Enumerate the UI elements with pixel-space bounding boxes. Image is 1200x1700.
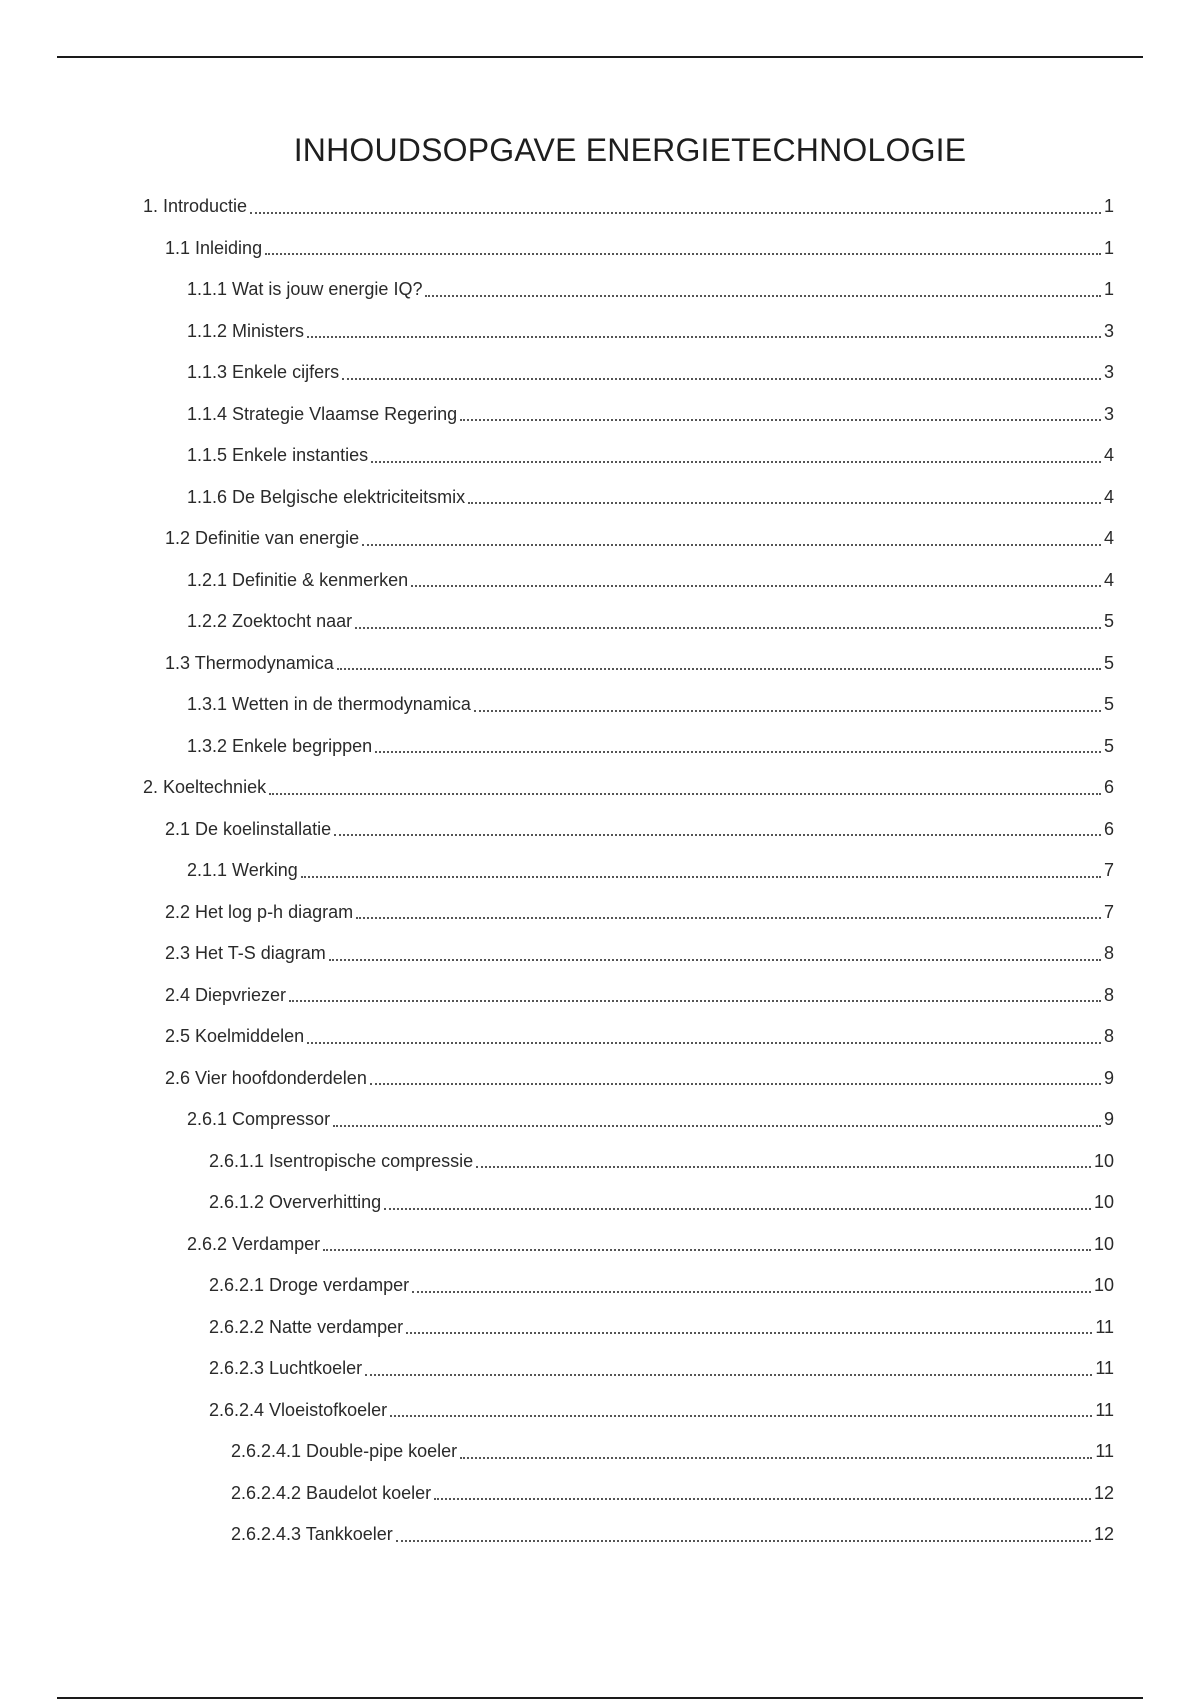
toc-entry[interactable] <box>0 809 1200 851</box>
toc-entry[interactable] <box>0 228 1200 270</box>
toc-entry-label: 2.4 Diepvriezer <box>165 984 287 1005</box>
toc-entry-label: 1.1.6 De Belgische elektriciteitsmix <box>187 486 466 507</box>
dot-leader <box>370 1065 1101 1085</box>
dot-leader <box>356 899 1101 919</box>
toc-entry-label: 1.3 Thermodynamica <box>165 652 334 673</box>
toc-entry[interactable] <box>0 1182 1200 1224</box>
dot-leader <box>334 816 1101 836</box>
dot-leader <box>269 775 1101 795</box>
toc-entry-page-number: 7 <box>1103 860 1114 881</box>
toc-entry-page-number: 6 <box>1103 818 1114 839</box>
dot-leader <box>365 1356 1092 1376</box>
toc-entry-page-number: 4 <box>1103 486 1114 507</box>
dot-leader <box>384 1190 1091 1210</box>
toc-entry[interactable] <box>0 1473 1200 1515</box>
toc-entry-page-number: 9 <box>1103 1109 1114 1130</box>
toc-entry-label: 2.6.2.4 Vloeistofkoeler <box>209 1399 388 1420</box>
dot-leader <box>250 194 1101 214</box>
toc-entry[interactable] <box>0 1058 1200 1100</box>
toc-entry-label: 2.6.2.4.1 Double-pipe koeler <box>231 1441 458 1462</box>
toc-entry-page-number: 12 <box>1093 1524 1114 1545</box>
toc-entry-label: 2.6.2.1 Droge verdamper <box>209 1275 410 1296</box>
toc-entry[interactable] <box>0 186 1200 228</box>
toc-entry-page-number: 11 <box>1095 1441 1114 1462</box>
toc-entry[interactable] <box>0 726 1200 768</box>
toc-entry-label: 2.2 Het log p-h diagram <box>165 901 354 922</box>
toc-entry[interactable] <box>0 1099 1200 1141</box>
toc-entry[interactable] <box>0 1390 1200 1432</box>
dot-leader <box>301 858 1101 878</box>
toc-entry-page-number: 6 <box>1103 777 1114 798</box>
toc-entry-label: 1.1.2 Ministers <box>187 320 305 341</box>
toc-entry-label: 1.1.1 Wat is jouw energie IQ? <box>187 279 423 300</box>
dot-leader <box>396 1522 1091 1542</box>
dot-leader <box>375 733 1101 753</box>
dot-leader <box>371 443 1101 463</box>
toc-entry-page-number: 3 <box>1103 403 1114 424</box>
dot-leader <box>329 941 1101 961</box>
toc-entry[interactable] <box>0 767 1200 809</box>
toc-entry-page-number: 11 <box>1095 1316 1114 1337</box>
toc-entry[interactable] <box>0 435 1200 477</box>
toc-entry-label: 2.6.2 Verdamper <box>187 1233 321 1254</box>
toc-entry[interactable] <box>0 933 1200 975</box>
dot-leader <box>468 484 1101 504</box>
dot-leader <box>434 1480 1091 1500</box>
toc-entry-label: 1.1.3 Enkele cijfers <box>187 362 340 383</box>
toc-entry-label: 1.3.1 Wetten in de thermodynamica <box>187 694 471 715</box>
toc-entry[interactable] <box>0 975 1200 1017</box>
toc-entry[interactable] <box>0 892 1200 934</box>
dot-leader <box>411 567 1101 587</box>
toc-entry[interactable] <box>0 269 1200 311</box>
toc-entry[interactable] <box>0 850 1200 892</box>
toc-entry-page-number: 12 <box>1093 1482 1114 1503</box>
toc-entry-page-number: 7 <box>1103 901 1114 922</box>
table-of-contents <box>0 186 1200 1556</box>
dot-leader <box>476 1148 1091 1168</box>
toc-entry-label: 1.1.5 Enkele instanties <box>187 445 369 466</box>
dot-leader <box>289 982 1101 1002</box>
toc-entry-page-number: 10 <box>1093 1275 1114 1296</box>
toc-entry[interactable] <box>0 1307 1200 1349</box>
toc-entry-label: 2.6.2.4.3 Tankkoeler <box>231 1524 393 1545</box>
toc-entry[interactable] <box>0 684 1200 726</box>
toc-entry-page-number: 5 <box>1103 694 1114 715</box>
toc-entry-page-number: 8 <box>1103 984 1114 1005</box>
toc-entry-label: 1.3.2 Enkele begrippen <box>187 735 373 756</box>
toc-entry[interactable] <box>0 1016 1200 1058</box>
dot-leader <box>412 1273 1091 1293</box>
toc-entry-label: 2.6 Vier hoofdonderdelen <box>165 1067 367 1088</box>
toc-entry-label: 1.1.4 Strategie Vlaamse Regering <box>187 403 458 424</box>
dot-leader <box>307 318 1101 338</box>
toc-entry-page-number: 10 <box>1093 1192 1114 1213</box>
dot-leader <box>337 650 1101 670</box>
header-rule <box>57 56 1143 58</box>
document-title: INHOUDSOPGAVE ENERGIETECHNOLOGIE <box>293 132 967 168</box>
toc-entry-label: 2.6.2.4.2 Baudelot koeler <box>231 1482 432 1503</box>
toc-entry-label: 1. Introductie <box>143 196 248 217</box>
toc-entry[interactable] <box>0 643 1200 685</box>
dot-leader <box>390 1397 1092 1417</box>
toc-entry-page-number: 1 <box>1103 196 1114 217</box>
toc-entry[interactable] <box>0 1265 1200 1307</box>
dot-leader <box>342 360 1101 380</box>
toc-entry-page-number: 1 <box>1103 279 1114 300</box>
toc-entry[interactable] <box>0 560 1200 602</box>
toc-entry-page-number: 3 <box>1103 320 1114 341</box>
toc-entry-label: 2.3 Het T-S diagram <box>165 943 326 964</box>
toc-entry[interactable] <box>0 1348 1200 1390</box>
dot-leader <box>355 609 1101 629</box>
toc-entry[interactable] <box>0 477 1200 519</box>
footer-rule <box>57 1697 1143 1699</box>
toc-entry-page-number: 8 <box>1103 1026 1114 1047</box>
dot-leader <box>265 235 1101 255</box>
toc-entry-page-number: 5 <box>1103 611 1114 632</box>
toc-entry-page-number: 5 <box>1103 652 1114 673</box>
dot-leader <box>333 1107 1101 1127</box>
toc-entry-page-number: 11 <box>1095 1358 1114 1379</box>
toc-entry-label: 2.6.1 Compressor <box>187 1109 331 1130</box>
toc-entry-page-number: 5 <box>1103 735 1114 756</box>
dot-leader <box>425 277 1101 297</box>
toc-entry[interactable] <box>0 352 1200 394</box>
toc-entry-label: 2.1.1 Werking <box>187 860 298 881</box>
dot-leader <box>307 1024 1101 1044</box>
toc-entry-label: 2.5 Koelmiddelen <box>165 1026 305 1047</box>
toc-entry-page-number: 3 <box>1103 362 1114 383</box>
toc-entry-label: 2.6.2.3 Luchtkoeler <box>209 1358 363 1379</box>
toc-entry-label: 2.6.1.2 Oververhitting <box>209 1192 382 1213</box>
toc-entry-label: 2. Koeltechniek <box>143 777 267 798</box>
toc-entry-label: 1.1 Inleiding <box>165 237 263 258</box>
toc-entry-label: 2.6.2.2 Natte verdamper <box>209 1316 404 1337</box>
dot-leader <box>362 526 1101 546</box>
toc-entry-page-number: 4 <box>1103 528 1114 549</box>
dot-leader <box>460 401 1101 421</box>
toc-entry[interactable] <box>0 1514 1200 1556</box>
toc-entry[interactable] <box>0 518 1200 560</box>
toc-entry[interactable] <box>0 311 1200 353</box>
dot-leader <box>474 692 1101 712</box>
toc-entry-label: 1.2 Definitie van energie <box>165 528 360 549</box>
toc-entry-page-number: 9 <box>1103 1067 1114 1088</box>
toc-entry[interactable] <box>0 1224 1200 1266</box>
toc-entry-page-number: 1 <box>1103 237 1114 258</box>
toc-entry-page-number: 11 <box>1095 1399 1114 1420</box>
dot-leader <box>323 1231 1091 1251</box>
toc-entry[interactable] <box>0 1431 1200 1473</box>
toc-entry-label: 2.6.1.1 Isentropische compressie <box>209 1150 474 1171</box>
dot-leader <box>460 1439 1092 1459</box>
toc-entry[interactable] <box>0 601 1200 643</box>
toc-entry-page-number: 4 <box>1103 445 1114 466</box>
dot-leader <box>406 1314 1092 1334</box>
toc-entry[interactable] <box>0 394 1200 436</box>
toc-entry-label: 1.2.2 Zoektocht naar <box>187 611 353 632</box>
toc-entry[interactable] <box>0 1141 1200 1183</box>
toc-entry-label: 1.2.1 Definitie & kenmerken <box>187 569 409 590</box>
toc-entry-label: 2.1 De koelinstallatie <box>165 818 332 839</box>
toc-entry-page-number: 10 <box>1093 1150 1114 1171</box>
toc-entry-page-number: 8 <box>1103 943 1114 964</box>
toc-entry-page-number: 10 <box>1093 1233 1114 1254</box>
toc-entry-page-number: 4 <box>1103 569 1114 590</box>
